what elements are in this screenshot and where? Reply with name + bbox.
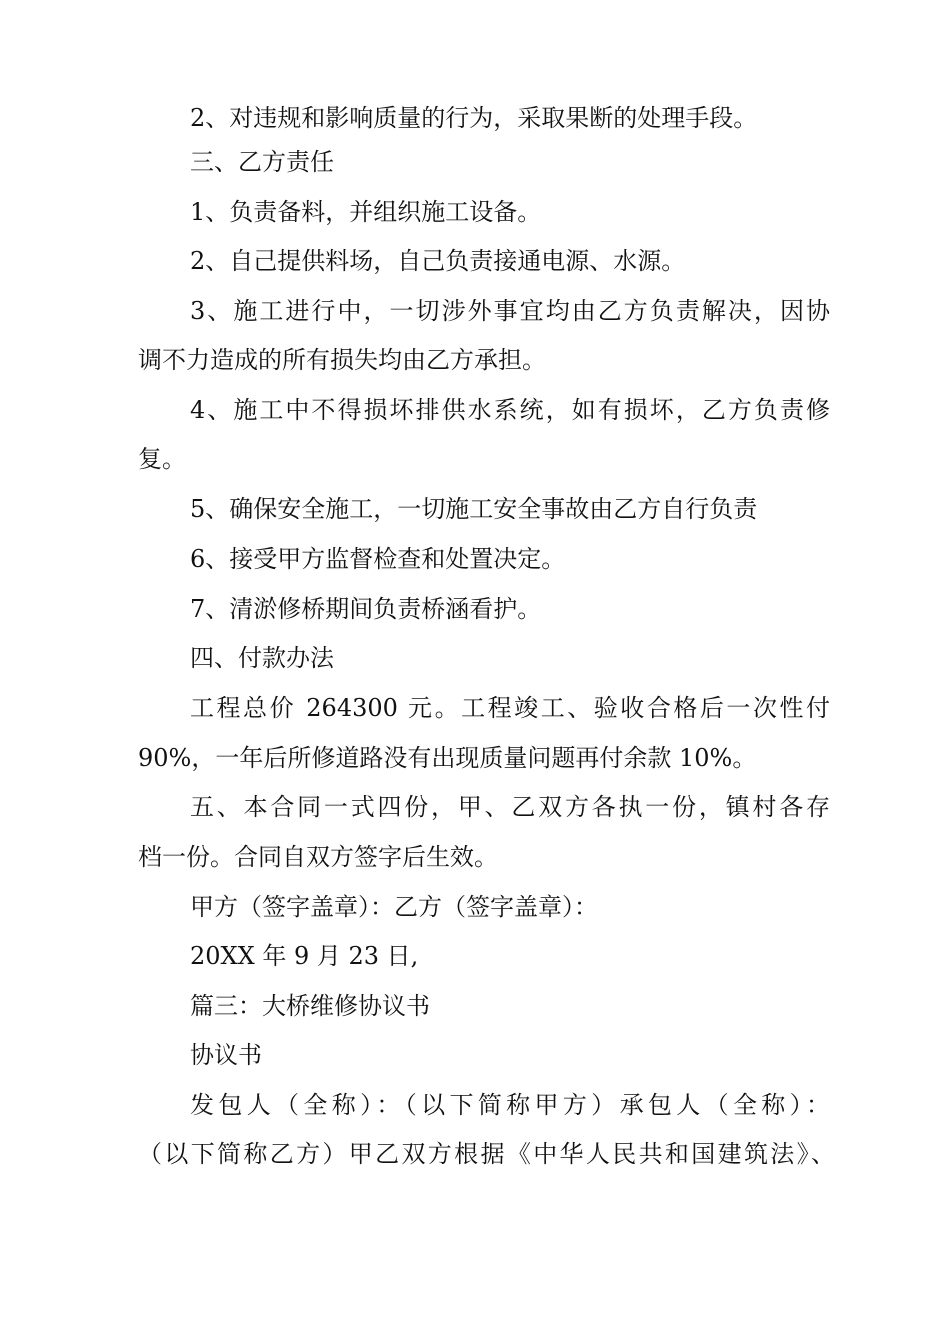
section-heading: 篇三：大桥维修协议书 bbox=[190, 992, 430, 1020]
text-line: 档一份。合同自双方签字后生效。 bbox=[138, 843, 498, 871]
text-line: 复。 bbox=[138, 445, 186, 473]
text-line: 2、对违规和影响质量的行为，采取果断的处理手段。 bbox=[190, 104, 758, 132]
text-line: 调不力造成的所有损失均由乙方承担。 bbox=[138, 346, 546, 374]
text-line: （以下简称乙方）甲乙双方根据《中华人民共和国建筑法》、 bbox=[138, 1140, 835, 1168]
text-line: 3、施工进行中，一切涉外事宜均由乙方负责解决，因协 bbox=[190, 297, 830, 325]
signature-line: 甲方（签字盖章）：乙方（签字盖章）： bbox=[190, 893, 598, 921]
text-line: 90%，一年后所修道路没有出现质量问题再付余款 10%。 bbox=[138, 744, 757, 772]
text-line: 1、负责备料，并组织施工设备。 bbox=[190, 198, 542, 226]
text-line: 2、自己提供料场，自己负责接通电源、水源。 bbox=[190, 247, 686, 275]
text-line: 五、本合同一式四份，甲、乙双方各执一份，镇村各存 bbox=[190, 793, 830, 821]
text-line: 4、施工中不得损坏排供水系统，如有损坏，乙方负责修 bbox=[190, 396, 830, 424]
text-line: 工程总价 264300 元。工程竣工、验收合格后一次性付 bbox=[190, 694, 830, 722]
section-heading: 三、乙方责任 bbox=[190, 148, 334, 176]
section-heading: 四、付款办法 bbox=[190, 644, 334, 672]
text-line: 7、清淤修桥期间负责桥涵看护。 bbox=[190, 595, 542, 623]
date-line: 20XX 年 9 月 23 日, bbox=[190, 942, 419, 970]
text-line: 6、接受甲方监督检查和处置决定。 bbox=[190, 545, 566, 573]
document-title: 协议书 bbox=[190, 1041, 262, 1069]
text-line: 发包人（全称）：（以下简称甲方）承包人（全称）： bbox=[190, 1091, 830, 1119]
text-line: 5、确保安全施工，一切施工安全事故由乙方自行负责 bbox=[190, 495, 758, 523]
